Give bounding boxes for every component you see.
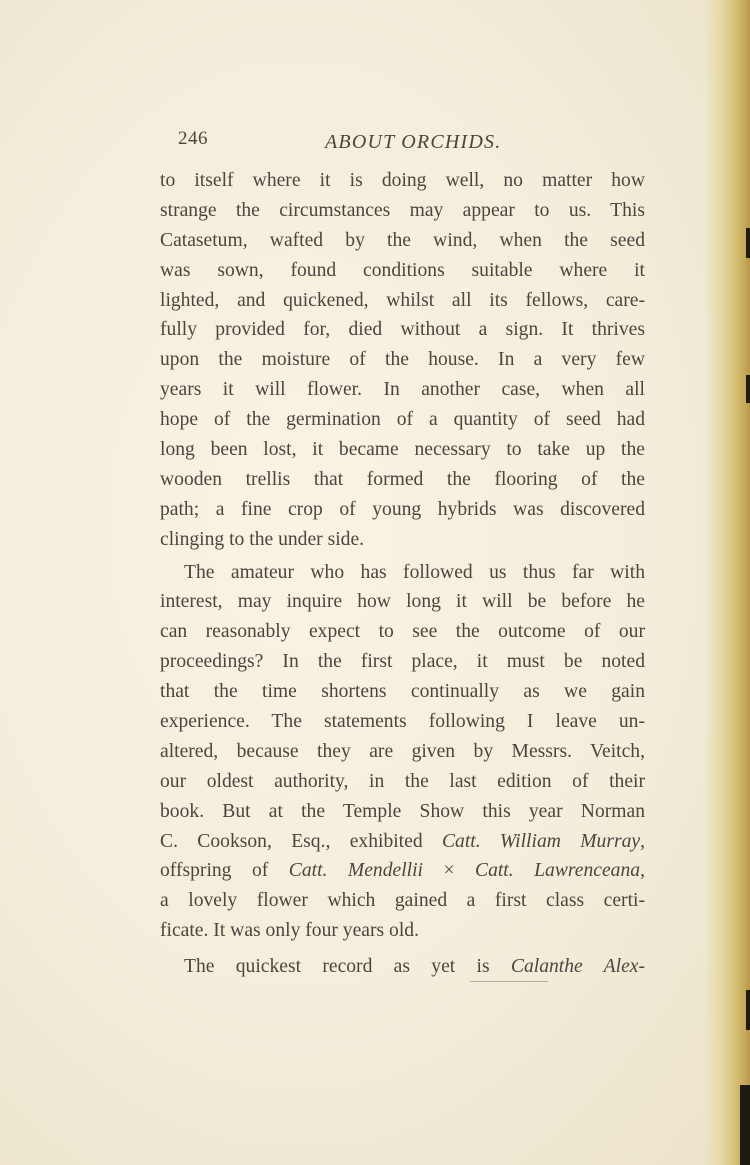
text-line: wooden trellis that formed the flooring of the bbox=[160, 468, 645, 490]
text-line: our oldest authority, in the last edition of their bbox=[160, 770, 645, 792]
text-line: The amateur who has followed us thus far with bbox=[184, 561, 645, 583]
body-text bbox=[160, 166, 645, 982]
edge-mark bbox=[746, 375, 750, 403]
text-line: strange the circumstances may appear to us. This bbox=[160, 199, 645, 221]
text-line: interest, may inquire how long it will be before he bbox=[160, 591, 645, 613]
text-line: Catasetum, wafted by the wind, when the seed bbox=[160, 229, 645, 251]
text-line: hope of the germination of a quantity of seed had bbox=[160, 409, 645, 431]
text-line: The quickest record as yet is Calanthe Alex- bbox=[184, 956, 646, 978]
running-head: ABOUT ORCHIDS. bbox=[325, 131, 502, 153]
edge-mark bbox=[740, 1085, 750, 1165]
text-line: upon the moisture of the house. In a very few bbox=[160, 349, 645, 371]
text-line: path; a fine crop of young hybrids was discovered bbox=[160, 498, 645, 520]
page-header bbox=[178, 128, 648, 164]
text-line: altered, because they are given by Messrs. Veitch, bbox=[160, 740, 645, 762]
text-line: long been lost, it became necessary to take up the bbox=[160, 439, 645, 461]
text-line: fully provided for, died without a sign. It thrives bbox=[160, 319, 645, 341]
text-line: book. But at the Temple Show this year Norman bbox=[160, 800, 645, 822]
page-number: 246 bbox=[178, 128, 208, 149]
underline-mark bbox=[470, 981, 548, 982]
text-line: offspring of Catt. Mendellii × Catt. Lawrenceana, bbox=[160, 860, 645, 882]
text-line: to itself where it is doing well, no matter how bbox=[160, 170, 645, 191]
edge-mark bbox=[746, 990, 750, 1030]
text-line: proceedings? In the first place, it must be noted bbox=[160, 651, 645, 673]
text-line: years it will flower. In another case, when all bbox=[160, 379, 645, 401]
text-line: was sown, found conditions suitable where it bbox=[160, 259, 645, 281]
text-line: clinging to the under side. bbox=[160, 528, 365, 550]
text-line: C. Cookson, Esq., exhibited Catt. William Murray, bbox=[160, 830, 645, 852]
text-line: a lovely flower which gained a first class certi- bbox=[160, 890, 645, 912]
text-line: can reasonably expect to see the outcome of our bbox=[160, 621, 645, 643]
text-line: ficate. It was only four years old. bbox=[160, 920, 419, 942]
text-line: that the time shortens continually as we gain bbox=[160, 681, 645, 703]
page-gutter-shadow bbox=[704, 0, 750, 1165]
text-line: lighted, and quickened, whilst all its fellows, care- bbox=[160, 289, 645, 311]
edge-mark bbox=[746, 228, 750, 258]
text-line: experience. The statements following I leave un- bbox=[160, 711, 645, 733]
